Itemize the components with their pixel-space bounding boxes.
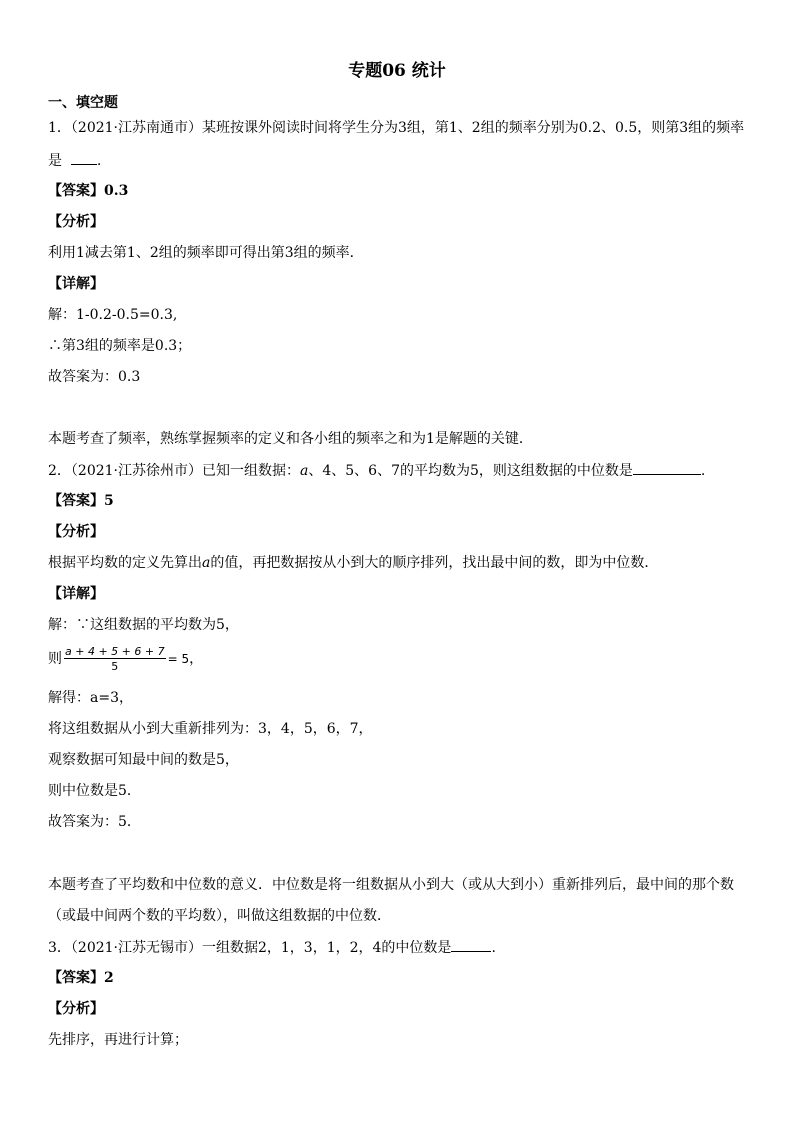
q1-detail-line: ∴第3组的频率是0.3； [48, 338, 192, 354]
answer-value: 5 [104, 493, 114, 509]
q1-stem-prefix: 是 [48, 153, 62, 169]
q2-detail-prefix: 则 [48, 651, 62, 667]
q1-analysis-label: 【分析】 [48, 214, 104, 230]
q2-analysis-prefix: 根据平均数的定义先算出 [48, 555, 202, 571]
q2-analysis-suffix: 的值，再把数据按从小到大的顺序排列，找出最中间的数，即为中位数． [210, 555, 659, 571]
answer-label: 【答案】 [48, 493, 104, 509]
answer-blank [71, 151, 97, 165]
answer-value: 2 [104, 970, 114, 986]
q2-analysis-label: 【分析】 [48, 524, 104, 540]
q2-detail-line: 将这组数据从小到大重新排列为：3，4，5，6，7， [48, 721, 373, 737]
q2-comment-line1: 本题考查了平均数和中位数的意义．中位数是将一组数据从小到大（或从大到小）重新排列后，最中间的那个数 [48, 877, 734, 893]
q1-detail-label: 【详解】 [48, 276, 104, 292]
q3-analysis-label: 【分析】 [48, 1001, 104, 1017]
answer-blank [451, 938, 491, 952]
q3-analysis: 先排序，再进行计算； [48, 1032, 188, 1048]
q2-analysis [48, 554, 658, 572]
q2-detail-line: 观察数据可知最中间的数是5， [48, 752, 239, 768]
q2-detail-suffix: ， [189, 651, 204, 667]
answer-value: 0.3 [104, 183, 129, 199]
fraction-rhs: = 5 [167, 652, 190, 666]
q1-answer [48, 182, 128, 200]
answer-blank [633, 461, 701, 475]
answer-label: 【答案】 [48, 183, 104, 199]
fraction-denominator: 5 [111, 660, 119, 673]
section-heading: 一、填空题 [48, 95, 118, 111]
q1-detail-line: 解：1-0.2-0.5=0.3, [48, 307, 178, 323]
q2-stem [48, 461, 705, 480]
q2-detail-line: 则中位数是5． [48, 783, 141, 799]
q2-detail-line: 故答案为：5． [48, 814, 141, 830]
q2-detail-label: 【详解】 [48, 586, 104, 602]
q1-detail-line: 故答案为：0.3 [48, 369, 141, 385]
q1-comment: 本题考查了频率，熟练掌握频率的定义和各小组的频率之和为1是解题的关键． [48, 431, 533, 447]
fraction-numerator: a + 4 + 5 + 6 + 7 [65, 645, 165, 658]
q1-stem-line1: 1．（2021·江苏南通市）某班按课外阅读时间将学生分为3组，第1、2组的频率分别为0.2、0.5，则第3组的频率 [48, 120, 745, 136]
q3-answer [48, 969, 114, 987]
q2-detail-line: 解得：a=3， [48, 690, 133, 706]
q2-stem-mid: 、4、5、6、7的平均数为5，则这组数据的中位数是 [308, 463, 633, 479]
q2-analysis-var: a [202, 555, 211, 571]
q3-stem [48, 938, 496, 957]
q2-stem-prefix: 2．（2021·江苏徐州市）已知一组数据： [48, 463, 300, 479]
q2-detail-line: 解：∵这组数据的平均数为5， [48, 617, 239, 633]
q1-stem-suffix: . [96, 153, 102, 169]
q2-stem-suffix: . [700, 463, 706, 479]
q1-analysis: 利用1减去第1、2组的频率即可得出第3组的频率． [48, 245, 364, 261]
mean-fraction [64, 645, 166, 673]
q3-stem-suffix: . [491, 940, 496, 956]
q2-comment-line2: （或最中间两个数的平均数），叫做这组数据的中位数． [48, 908, 391, 924]
q1-stem-line2 [48, 151, 101, 170]
q3-stem-prefix: 3．（2021·江苏无锡市）一组数据2，1，3，1，2，4的中位数是 [48, 940, 452, 956]
q2-answer [48, 492, 114, 510]
q2-detail-fraction-line [48, 644, 203, 674]
q2-stem-var: a [300, 463, 309, 479]
answer-label: 【答案】 [48, 970, 104, 986]
page-title: 专题06 统计 [348, 61, 446, 81]
